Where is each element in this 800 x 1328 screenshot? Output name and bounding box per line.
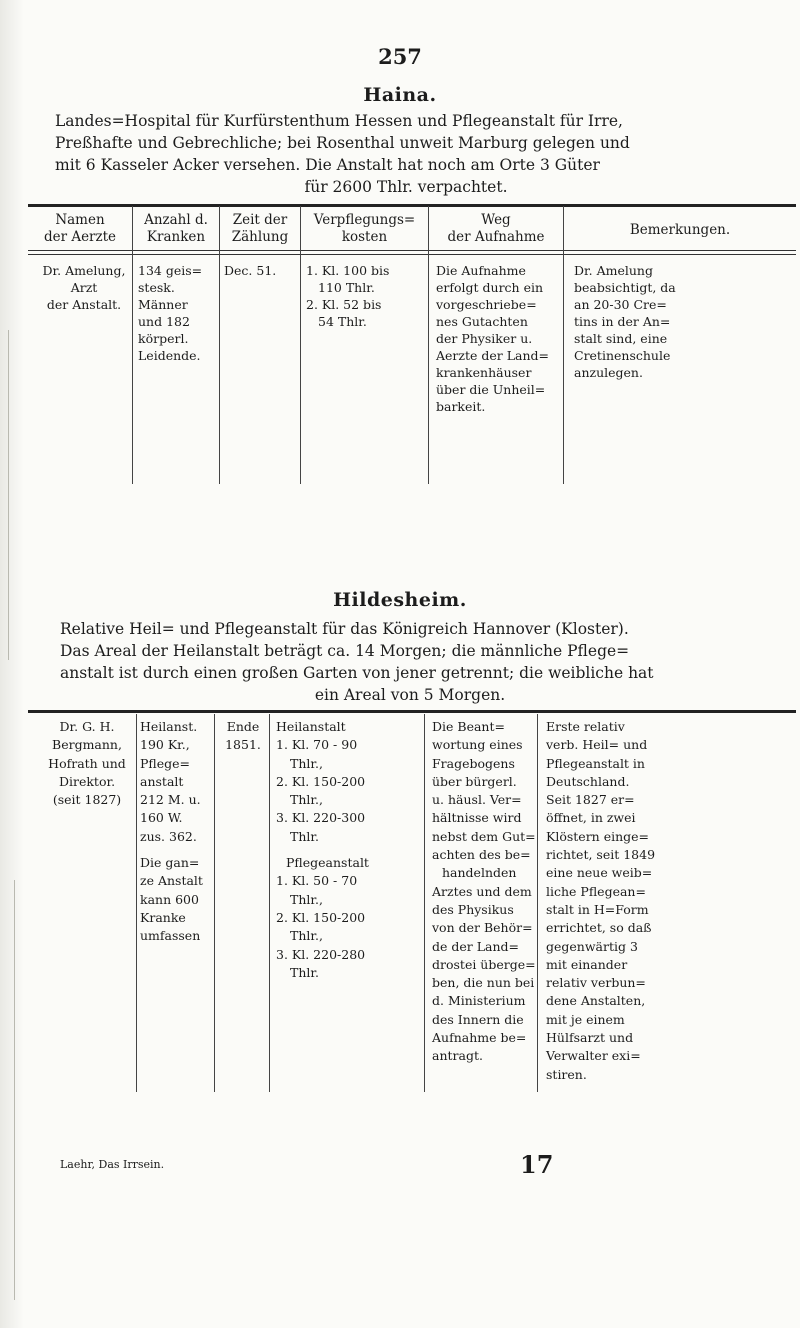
cell-line: Thlr.,	[290, 755, 323, 771]
cell-line: Arzt	[70, 280, 98, 295]
column-divider	[136, 714, 137, 1092]
paragraph-line: anstalt ist durch einen großen Garten von jener getrennt; die weibliche hat	[60, 664, 654, 682]
cell-line: nes Gutachten	[436, 314, 528, 329]
column-header	[565, 222, 795, 239]
header-line: kosten	[341, 229, 388, 245]
cell-line: der Physiker u.	[436, 331, 533, 346]
cell-line: über bürgerl.	[432, 773, 517, 789]
table-cell-kosten	[276, 718, 424, 982]
cell-line: umfassen	[140, 928, 201, 944]
section-paragraph-hildesheim	[60, 618, 760, 706]
cell-line: an 20-30 Cre=	[574, 297, 667, 312]
binding-line	[14, 880, 15, 1300]
cell-line: 1851.	[225, 737, 261, 753]
cell-line: Erste relativ	[546, 719, 625, 734]
cell-line: 54 Thlr.	[318, 314, 367, 329]
table-top-rule	[28, 204, 796, 207]
header-line: der Aufnahme	[447, 229, 545, 245]
column-header	[302, 212, 427, 246]
cell-line: Bergmann,	[52, 737, 122, 753]
column-divider	[269, 714, 270, 1092]
cell-line: Dr. G. H.	[59, 719, 115, 734]
cell-line: Kranke	[140, 909, 186, 925]
cell-line: Aerzte der Land=	[436, 348, 550, 363]
column-divider	[424, 714, 425, 1092]
cell-line: ben, die nun bei	[432, 975, 535, 991]
cell-line: 2. Kl. 150-200	[276, 909, 366, 925]
cell-line: Arztes und dem	[432, 883, 532, 899]
cell-line: handelnden	[442, 865, 517, 881]
table-cell-arzt	[40, 718, 134, 809]
column-divider	[563, 206, 564, 484]
cell-line: Cretinenschule	[574, 348, 671, 363]
cell-line: 3. Kl. 220-300	[276, 810, 366, 826]
cell-line: 1. Kl. 50 - 70	[276, 873, 358, 889]
cell-line: körperl.	[138, 331, 189, 346]
paragraph-line: Preßhafte und Gebrechliche; bei Rosenthal unweit Marburg gelegen und	[55, 134, 630, 152]
cell-line: anzulegen.	[574, 365, 643, 380]
cell-line: beabsichtigt, da	[574, 280, 676, 295]
column-header	[134, 212, 218, 246]
cell-line: 110 Thlr.	[318, 280, 375, 295]
cell-line: Klöstern einge=	[546, 828, 650, 844]
cell-line: d. Ministerium	[432, 993, 526, 1009]
cell-line: des Innern die	[432, 1011, 524, 1027]
cell-line: Hülfsarzt und	[546, 1030, 634, 1046]
column-divider	[300, 206, 301, 484]
cell-line: drostei überge=	[432, 956, 536, 972]
cell-line: Fragebogens	[432, 755, 515, 771]
page-number: 257	[378, 44, 422, 69]
cell-line: von der Behör=	[432, 920, 533, 936]
footer-author: Laehr, Das Irrsein.	[60, 1158, 165, 1171]
cell-spacer	[276, 846, 424, 854]
paragraph-line: Das Areal der Heilanstalt beträgt ca. 14 Morgen; die männliche Pflege=	[60, 642, 630, 660]
cell-line: krankenhäuser	[436, 365, 532, 380]
section-title-haina: Haina.	[363, 84, 437, 106]
table-header-rule	[28, 250, 796, 251]
cell-line: nebst dem Gut=	[432, 828, 536, 844]
cell-line: 1. Kl. 100 bis	[306, 263, 390, 278]
table-cell-kranke	[140, 718, 214, 946]
cell-line: Heilanstalt	[276, 719, 346, 734]
table-cell-zeit	[224, 262, 300, 279]
cell-line: 2. Kl. 150-200	[276, 773, 366, 789]
cell-line: 160 W.	[140, 810, 183, 826]
cell-line: relativ verbun=	[546, 975, 646, 991]
cell-line: zus. 362.	[140, 828, 197, 844]
cell-line: wortung eines	[432, 737, 523, 753]
cell-line: Thlr.,	[290, 891, 323, 907]
header-line: der Aerzte	[43, 229, 117, 245]
cell-line: stiren.	[546, 1066, 587, 1082]
paragraph-line: Landes=Hospital für Kurfürstenthum Hessen und Pflegeanstalt für Irre,	[55, 112, 623, 130]
table-cell-kranke	[138, 262, 218, 364]
column-header	[430, 212, 562, 246]
cell-line: u. häusl. Ver=	[432, 792, 522, 808]
column-header	[221, 212, 299, 246]
table-cell-zeit	[218, 718, 268, 755]
cell-line: der Anstalt.	[46, 297, 122, 312]
table-cell-kosten	[306, 262, 428, 330]
cell-line: Aufnahme be=	[432, 1030, 527, 1046]
cell-line: barkeit.	[436, 399, 486, 414]
table-cell-bemerkungen	[574, 262, 794, 381]
column-divider	[537, 714, 538, 1092]
cell-line: (seit 1827)	[52, 792, 122, 808]
section-title-hildesheim: Hildesheim.	[333, 589, 467, 611]
header-line: Zählung	[231, 229, 289, 245]
cell-line: Deutschland.	[546, 773, 630, 789]
cell-line: Thlr.,	[290, 928, 323, 944]
cell-line: Ende	[226, 719, 260, 734]
table-top-rule	[28, 710, 796, 713]
column-header	[30, 212, 130, 246]
cell-line: antragt.	[432, 1048, 483, 1064]
header-line: Kranken	[146, 229, 206, 245]
cell-line: Männer	[138, 297, 188, 312]
cell-line: Thlr.,	[290, 792, 323, 808]
cell-line: dene Anstalten,	[546, 993, 646, 1009]
cell-line: hältnisse wird	[432, 810, 522, 826]
cell-line: stalt sind, eine	[574, 331, 668, 346]
table-cell-arzt	[38, 262, 130, 313]
cell-line: 3. Kl. 220-280	[276, 946, 366, 962]
cell-line: gegenwärtig 3	[546, 938, 638, 954]
column-divider	[132, 206, 133, 484]
cell-line: mit einander	[546, 956, 628, 972]
cell-line: Dec. 51.	[224, 263, 277, 278]
cell-line: 2. Kl. 52 bis	[306, 297, 382, 312]
table-cell-aufnahme	[432, 718, 536, 1066]
paragraph-line: mit 6 Kasseler Acker versehen. Die Anstalt hat noch am Orte 3 Güter	[55, 156, 600, 174]
cell-line: über die Unheil=	[436, 382, 546, 397]
paragraph-line: für 2600 Thlr. verpachtet.	[304, 178, 508, 196]
section-paragraph-haina	[55, 110, 757, 198]
cell-line: Pflege=	[140, 755, 191, 771]
cell-line: 190 Kr.,	[140, 737, 190, 753]
cell-line: anstalt	[140, 773, 184, 789]
cell-line: Direktor.	[58, 773, 116, 789]
cell-line: tins in der An=	[574, 314, 671, 329]
cell-line: 212 M. u.	[140, 792, 201, 808]
cell-line: Dr. Amelung,	[42, 263, 126, 278]
cell-line: kann 600	[140, 891, 199, 907]
cell-line: stalt in H=Form	[546, 901, 649, 917]
cell-line: Thlr.	[290, 964, 319, 980]
cell-line: Pflegeanstalt in	[546, 755, 645, 771]
cell-line: Die Aufnahme	[436, 263, 526, 278]
header-line: Anzahl d.	[144, 212, 208, 228]
cell-line: ze Anstalt	[140, 873, 203, 889]
cell-line: Leidende.	[138, 348, 201, 363]
cell-line: Pflegeanstalt	[286, 855, 369, 871]
column-divider	[219, 206, 220, 484]
header-line: Weg	[481, 212, 511, 228]
cell-line: verb. Heil= und	[546, 737, 648, 753]
cell-line: stesk.	[138, 280, 175, 295]
column-divider	[428, 206, 429, 484]
cell-line: öffnet, in zwei	[546, 810, 636, 826]
paragraph-line: Relative Heil= und Pflegeanstalt für das Königreich Hannover (Kloster).	[60, 620, 629, 638]
table-cell-bemerkungen	[546, 718, 676, 1084]
cell-line: Die Beant=	[432, 719, 505, 734]
cell-line: mit je einem	[546, 1011, 625, 1027]
cell-line: errichtet, so daß	[546, 920, 652, 936]
cell-line: 1. Kl. 70 - 90	[276, 737, 358, 753]
cell-line: Seit 1827 er=	[546, 792, 635, 808]
cell-line: achten des be=	[432, 847, 531, 863]
cell-line: Die gan=	[140, 855, 200, 871]
header-line: Verpflegungs=	[313, 212, 416, 228]
cell-line: liche Pflegean=	[546, 883, 646, 899]
cell-line: Dr. Amelung	[574, 263, 653, 278]
table-header-rule	[28, 254, 796, 255]
cell-spacer	[140, 846, 214, 854]
signature-mark: 17	[520, 1150, 554, 1179]
cell-line: des Physikus	[432, 901, 514, 917]
cell-line: erfolgt durch ein	[436, 280, 544, 295]
cell-line: vorgeschriebe=	[436, 297, 537, 312]
cell-line: Verwalter exi=	[546, 1048, 641, 1064]
table-cell-aufnahme	[436, 262, 562, 415]
cell-line: Thlr.	[290, 828, 319, 844]
column-divider	[214, 714, 215, 1092]
header-line: Bemerkungen.	[629, 222, 731, 238]
page-gutter	[0, 0, 24, 1328]
cell-line: richtet, seit 1849	[546, 847, 656, 863]
cell-line: de der Land=	[432, 938, 519, 954]
cell-line: und 182	[138, 314, 190, 329]
header-line: Namen	[55, 212, 105, 228]
cell-line: 134 geis=	[138, 263, 203, 278]
cell-line: Heilanst.	[140, 719, 198, 734]
paragraph-line: ein Areal von 5 Morgen.	[314, 686, 506, 704]
cell-line: Hofrath und	[48, 755, 126, 771]
cell-line: eine neue weib=	[546, 865, 653, 881]
header-line: Zeit der	[232, 212, 288, 228]
